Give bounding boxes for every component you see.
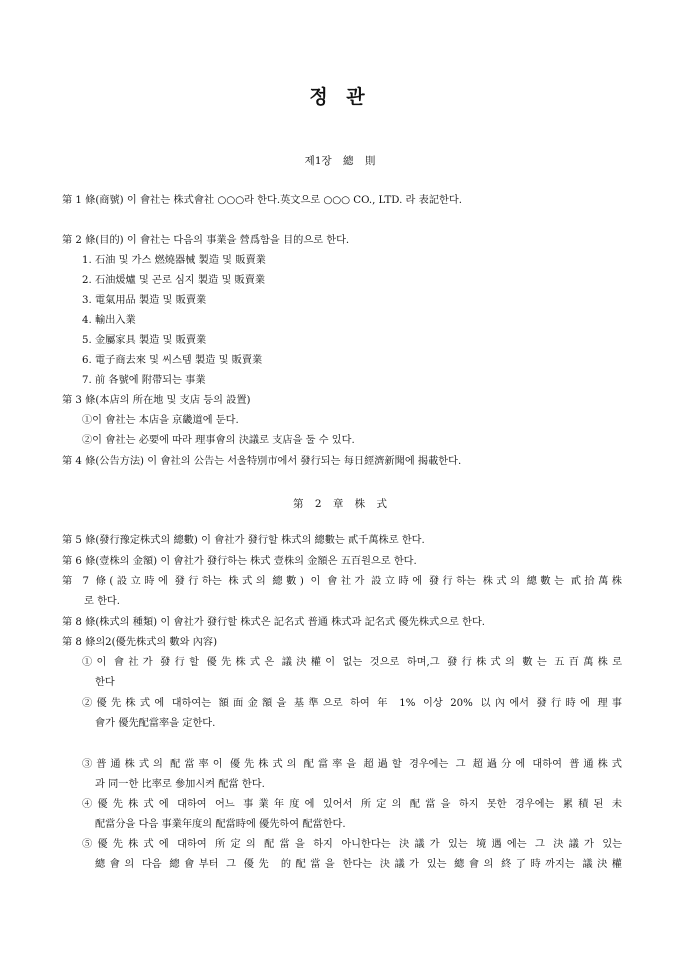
article-2-item-7: 7. 前 各號에 附帶되는 事業: [82, 375, 206, 386]
article-8-2-clause-4-line-2: 配當分을 다음 事業年度의 配當時에 優先하여 配當한다.: [95, 819, 346, 830]
article-8-2: 第 8 條의2(優先株式의 數와 內容): [62, 637, 218, 648]
article-5: 第 5 條(發行豫定株式의 總數) 이 會社가 發行할 株式의 總數는 貳千萬株로 한다.: [62, 535, 425, 546]
article-3-clause-1: ①이 會社는 本店을 京畿道에 둔다.: [82, 415, 239, 426]
article-4: 第 4 條(公告方法) 이 會社의 公告는 서울特別市에서 發行되는 每日經濟新聞에 揭載한다.: [62, 456, 462, 467]
article-8-2-clause-2-line-2: 會가 優先配當率을 定한다.: [95, 718, 216, 729]
article-8-2-clause-3-line-2: 과 同一한 比率로 參加시켜 配當 한다.: [95, 779, 265, 790]
article-2: 第 2 條(目的) 이 會社는 다음의 事業을 營爲함을 目的으로 한다.: [62, 235, 350, 246]
article-8: 第 8 條(株式의 種類) 이 會社가 發行할 株式은 記名式 普通 株式과 記名式 優先株式으로 한다.: [62, 617, 486, 628]
article-8-2-clause-1-line-1: ①이 會社가 發行할 優先株式은 議決權이 없는 것으로 하며,그 發行株式의 數는 五百萬株로: [82, 657, 622, 668]
article-2-item-5: 5. 金屬家具 製造 및 販賣業: [82, 335, 207, 346]
article-8-2-clause-1-line-2: 한다: [95, 677, 115, 688]
article-2-item-1: 1. 石油 및 가스 燃燒器械 製造 및 販賣業: [82, 255, 266, 266]
article-8-2-clause-2-line-1: ②優先株式에 대하여는 額面金額을 基準으로 하여 年 1% 이상 20% 以內에서 發行時에 理事: [82, 698, 622, 709]
article-6: 第 6 條(壹株의 金額) 이 會社가 發行하는 株式 壹株의 金額은 五百원으로 한다.: [62, 556, 417, 567]
article-8-2-clause-4-line-1: ④優先株式에 대하여 어느 事業年度에 있어서 所定의 配當을 하지 못한 경우에는 累積된 未: [82, 799, 622, 810]
article-8-2-clause-3-line-1: ③普通株式의 配當率이 優先株式의 配當率을 超過할 경우에는 그 超過分에 대하여 普通株式: [82, 759, 622, 770]
chapter-2-heading: 第 2 章 株 式: [292, 498, 388, 510]
document-title: 정 관: [309, 86, 371, 108]
article-7-line-2: 로 한다.: [84, 596, 120, 607]
article-8-2-clause-5-line-1: ⑤優先株式에 대하여 所定의 配當을 하지 아니한다는 決議가 있는 境遇에는 그 決議가 있는: [82, 839, 622, 850]
article-3: 第 3 條(本店의 所在地 및 支店 등의 設置): [62, 395, 251, 406]
article-2-item-3: 3. 電氣用品 製造 및 販賣業: [82, 295, 207, 306]
article-2-item-2: 2. 石油煖爐 및 곤로 심지 製造 및 販賣業: [82, 275, 266, 286]
chapter-1-heading: 제1장 總 則: [304, 155, 376, 167]
article-7-line-1: 第 7 條(設立時에 發行하는 株式의 總數) 이 會社가 設立時에 發行하는 株式의 總數는 貳拾萬株: [62, 576, 622, 587]
article-3-clause-2: ②이 會社는 必要에 따라 理事會의 決議로 支店을 둘 수 있다.: [82, 435, 355, 446]
article-1: 第 1 條(商號) 이 會社는 株式會社 ○○○라 한다.英文으로 ○○○ CO., LTD. 라 表記한다.: [62, 195, 462, 206]
article-2-item-6: 6. 電子商去來 및 씨스템 製造 및 販賣業: [82, 355, 263, 366]
article-8-2-clause-5-line-2: 總會의 다음 總會부터 그 優先 的配當을 한다는 決議가 있는 總會의 終了時까지는 議決權: [95, 859, 622, 870]
article-2-item-4: 4. 輸出入業: [82, 315, 136, 326]
